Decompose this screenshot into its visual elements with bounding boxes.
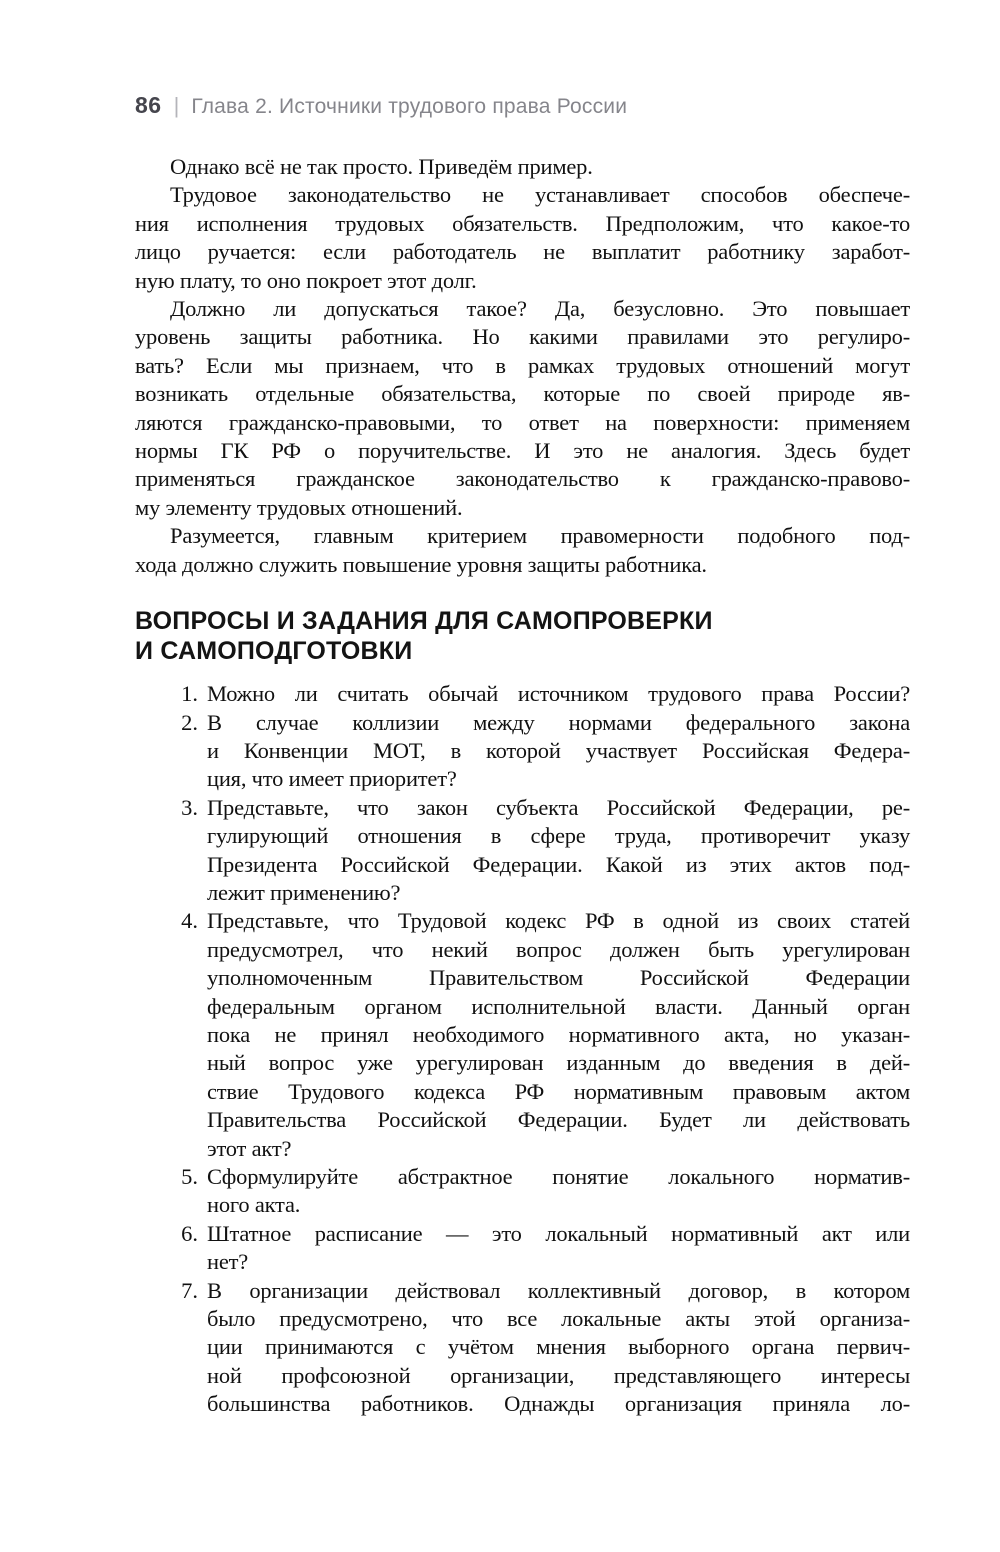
- text-line: Представьте, что Трудовой кодекс РФ в одной из своих статей: [207, 908, 910, 934]
- section-heading-line: ВОПРОСЫ И ЗАДАНИЯ ДЛЯ САМОПРОВЕРКИ: [135, 607, 713, 636]
- text-line: Сформулируйте абстрактное понятие локального норматив-: [207, 1164, 910, 1189]
- text-line: Трудовое законодательство не устанавливает способов обеспече-: [170, 182, 910, 208]
- question-text: [207, 907, 910, 1163]
- text-line: Можно ли считать обычай источником трудового права России?: [207, 681, 910, 707]
- text-line: Правительства Российской Федерации. Будет ли действовать: [207, 1107, 910, 1133]
- question-number: 4.: [181, 908, 198, 934]
- text-line: В организации действовал коллективный договор, в котором: [207, 1277, 910, 1303]
- text-line: ной профсоюзной организации, представляющего интересы: [207, 1362, 910, 1388]
- text-line: применяться гражданское законодательство к гражданско-правово-: [135, 466, 910, 492]
- text-line: ного акта.: [207, 1192, 301, 1218]
- text-line: уровень защиты работника. Но какими правилами это регулиро-: [135, 324, 910, 350]
- question-number: 2.: [181, 709, 198, 735]
- text-line: лицо ручается: если работодатель не выплатит работнику заработ-: [135, 239, 910, 265]
- text-line: Президента Российской Федерации. Какой из этих актов под-: [207, 851, 910, 877]
- question-number: 1.: [181, 681, 198, 707]
- text-line: вать? Если мы признаем, что в рамках трудовых отношений могут: [135, 352, 910, 378]
- text-line: ция, что имеет приоритет?: [207, 766, 457, 792]
- page-body: [135, 153, 910, 1419]
- text-line: ния исполнения трудовых обязательств. Предположим, что какое-то: [135, 210, 910, 236]
- question-item: [135, 907, 910, 1163]
- page-number: 86: [135, 92, 162, 118]
- question-item: [135, 680, 910, 708]
- question-text: [207, 1163, 910, 1220]
- question-text: [207, 1220, 910, 1277]
- paragraph: [135, 522, 910, 579]
- text-line: большинства работников. Однажды организация приняла ло-: [207, 1391, 910, 1417]
- text-line: лежит применению?: [207, 879, 401, 905]
- text-line: гулирующий отношения в сфере труда, противоречит указу: [207, 823, 910, 849]
- question-text: [207, 680, 910, 708]
- question-text: [207, 794, 910, 908]
- text-line: уполномоченным Правительством Российской Федерации: [207, 965, 910, 991]
- text-line: нет?: [207, 1249, 249, 1275]
- text-line: ный вопрос уже урегулирован изданным до введения в дей-: [207, 1050, 910, 1076]
- question-number: 7.: [181, 1277, 198, 1303]
- text-line: пока не принял необходимого нормативного акта, но указан-: [207, 1021, 910, 1047]
- text-line: ляются гражданско-правовыми, то ответ на поверхности: применяем: [135, 409, 910, 435]
- question-item: [135, 794, 910, 908]
- question-item: [135, 1163, 910, 1220]
- text-line: му элементу трудовых отношений.: [135, 494, 463, 520]
- text-line: было предусмотрено, что все локальные акты этой организа-: [207, 1306, 910, 1332]
- text-line: Должно ли допускаться такое? Да, безусловно. Это повышает: [170, 296, 910, 322]
- running-header: [135, 92, 910, 120]
- text-line: Однако всё не так просто. Приведём пример.: [170, 154, 593, 179]
- text-line: ствие Трудового кодекса РФ нормативным правовым актом: [207, 1078, 910, 1104]
- paragraph: [135, 153, 910, 181]
- question-text: [207, 1277, 910, 1419]
- text-line: В случае коллизии между нормами федерального закона: [207, 709, 910, 735]
- question-text: [207, 709, 910, 794]
- header-divider-bar: |: [173, 93, 180, 118]
- text-line: и Конвенции МОТ, в которой участвует Российская Федера-: [207, 737, 910, 763]
- text-line: нормы ГК РФ о поручительстве. И это не аналогия. Здесь будет: [135, 438, 910, 464]
- question-item: [135, 709, 910, 794]
- paragraphs-block: [135, 153, 910, 579]
- text-line: хода должно служить повышение уровня защиты работника.: [135, 551, 707, 577]
- question-number: 5.: [181, 1164, 198, 1189]
- text-line: ции принимаются с учётом мнения выборного органа первич-: [207, 1334, 910, 1360]
- section-heading-line: И САМОПОДГОТОВКИ: [135, 637, 413, 666]
- text-line: предусмотрел, что некий вопрос должен быть урегулирован: [207, 936, 910, 962]
- text-line: возникать отдельные обязательства, которые по своей природе яв-: [135, 381, 910, 407]
- question-item: [135, 1220, 910, 1277]
- text-line: Представьте, что закон субъекта Российской Федерации, ре-: [207, 794, 910, 820]
- question-item: [135, 1277, 910, 1419]
- question-number: 6.: [181, 1220, 198, 1246]
- question-number: 3.: [181, 794, 198, 820]
- chapter-title: Глава 2. Источники трудового права России: [191, 95, 628, 118]
- text-line: этот акт?: [207, 1135, 292, 1161]
- text-line: федеральным органом исполнительной власти. Данный орган: [207, 993, 910, 1019]
- text-line: ную плату, то оно покроет этот долг.: [135, 267, 477, 293]
- section-heading: [135, 606, 910, 666]
- text-line: Штатное расписание — это локальный нормативный акт или: [207, 1220, 910, 1246]
- text-line: Разумеется, главным критерием правомерности подобного под-: [170, 523, 910, 549]
- questions-list: [135, 680, 910, 1419]
- paragraph: [135, 181, 910, 295]
- paragraph: [135, 295, 910, 522]
